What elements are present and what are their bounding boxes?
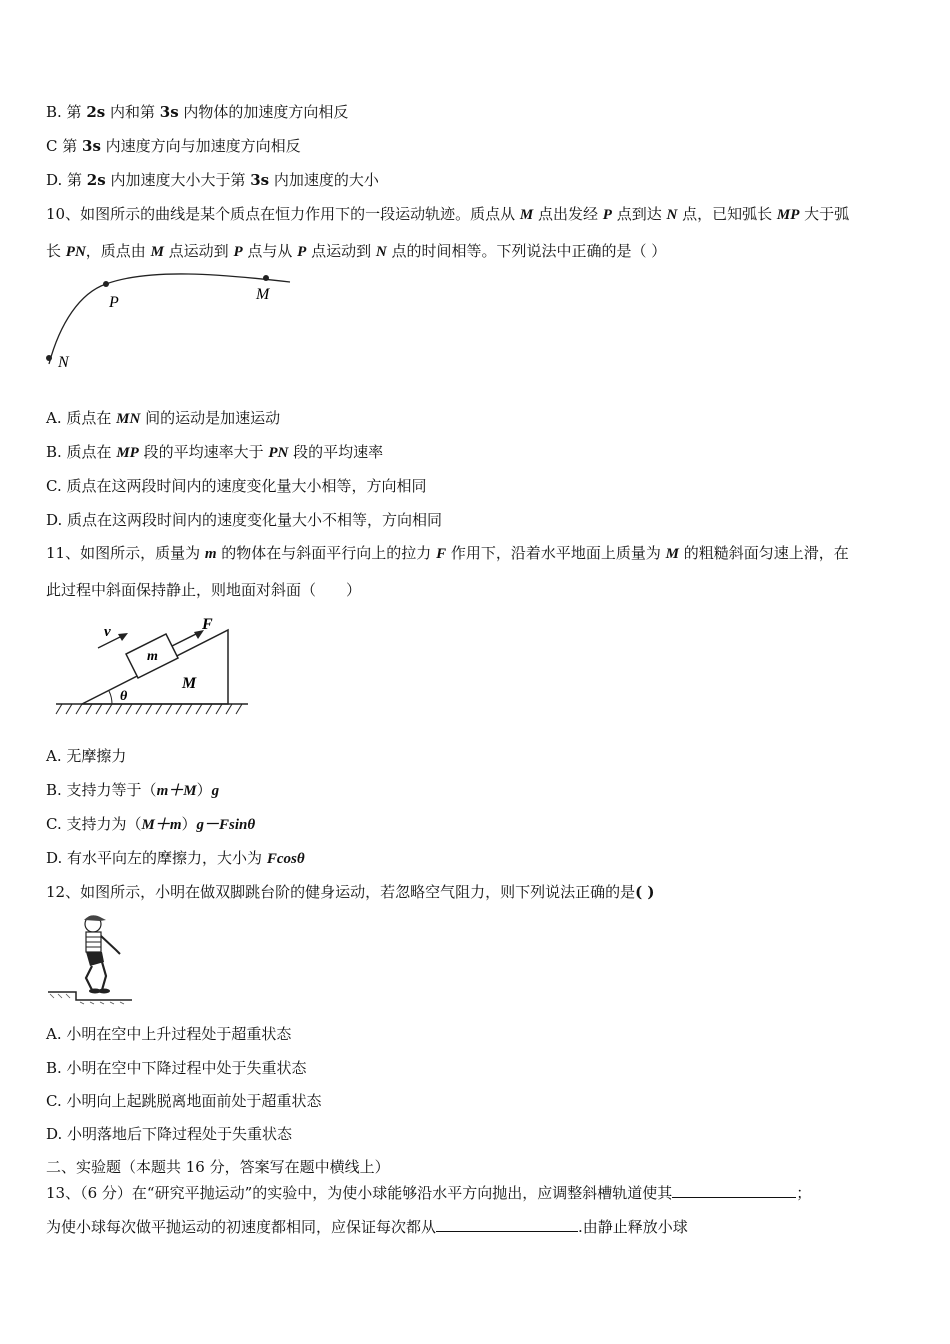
q12-option-b: B. 小明在空中下降过程中处于失重状态 [46,1059,307,1077]
q13-line2: 为使小球每次做平抛运动的初速度都相同，应保证每次都从 .由静止释放小球 [46,1218,688,1236]
q11-incline-figure [50,612,255,724]
boy-leg-right [102,962,106,990]
label-v: v [104,624,111,640]
q10-option-b: B. 质点在 MP 段的平均速率大于 PN 段的平均速率 [46,443,384,461]
q12-jumping-boy-figure [46,910,136,1005]
label-p: P [109,294,119,311]
label-m: M [256,286,270,303]
label-m-small: m [147,649,158,664]
q12-stem: 12、如图所示，小明在做双脚跳台阶的健身运动，若忽略空气阻力，则下列说法正确的是( ) [46,883,655,901]
q12-option-d: D. 小明落地后下降过程处于失重状态 [46,1125,293,1143]
q11-option-a: A. 无摩擦力 [46,747,127,765]
q11-option-d: D. 有水平向左的摩擦力，大小为 Fcosθ [46,849,305,867]
boy-shoe-right [98,989,110,994]
label-f: F [202,616,213,633]
q10-trajectory-figure [40,268,300,378]
ground-hatch [56,704,242,714]
q9-option-d: D. 第 2s 内加速度大小大于第 3s 内加速度的大小 [46,171,379,189]
boy-shorts [86,952,104,966]
q13-line1: 13、（6 分）在“研究平抛运动”的实验中，为使小球能够沿水平方向抛出，应调整斜槽轨道使其 ； [46,1184,812,1202]
q12-option-a: A. 小明在空中上升过程处于超重状态 [46,1025,292,1043]
label-n: N [58,354,69,371]
q13-blank-1[interactable] [672,1183,796,1198]
label-m-big: M [182,675,197,692]
q9-option-b: B. 第 2s 内和第 3s 内物体的加速度方向相反 [46,103,349,121]
point-m [263,275,269,281]
q11-stem-line2: 此过程中斜面保持静止，则地面对斜面（ ） [46,581,362,599]
trajectory-curve [49,274,290,364]
point-n [46,355,52,361]
q11-option-c: C. 支持力为（M＋m）g－Fsinθ [46,815,256,833]
section-2-title: 二、实验题（本题共 16 分，答案写在题中横线上） [46,1158,390,1176]
step-outline [48,992,132,1000]
q11-stem-line1: 11、如图所示，质量为 m 的物体在与斜面平行向上的拉力 F 作用下，沿着水平地面上质量为 M 的粗糙斜面匀速上滑，在 [46,544,849,562]
q10-stem-line2: 长 PN，质点由 M 点运动到 P 点与从 P 点运动到 N 点的时间相等。下列说法中正确的是（ ） [46,242,667,260]
q10-stem-line1: 10、如图所示的曲线是某个质点在恒力作用下的一段运动轨迹。质点从 M 点出发经 P 点到达 N 点，已知弧长 MP 大于弧 [46,205,850,223]
step-hatch [50,994,124,1004]
angle-arc [109,691,112,704]
q10-option-a: A. 质点在 MN 间的运动是加速运动 [46,409,281,427]
q9-option-c: C 第 3s 内速度方向与加速度方向相反 [46,137,301,155]
q10-option-d: D. 质点在这两段时间内的速度变化量大小不相等，方向相同 [46,511,443,529]
boy-arm [101,936,120,954]
q13-blank-2[interactable] [436,1217,578,1232]
q11-option-b: B. 支持力等于（m＋M）g [46,781,220,799]
boy-cap [84,915,106,921]
q12-option-c: C. 小明向上起跳脱离地面前处于超重状态 [46,1092,322,1110]
boy-leg-left [86,966,92,990]
q10-option-c: C. 质点在这两段时间内的速度变化量大小相等，方向相同 [46,477,427,495]
label-theta: θ [120,689,128,704]
point-p [103,281,109,287]
